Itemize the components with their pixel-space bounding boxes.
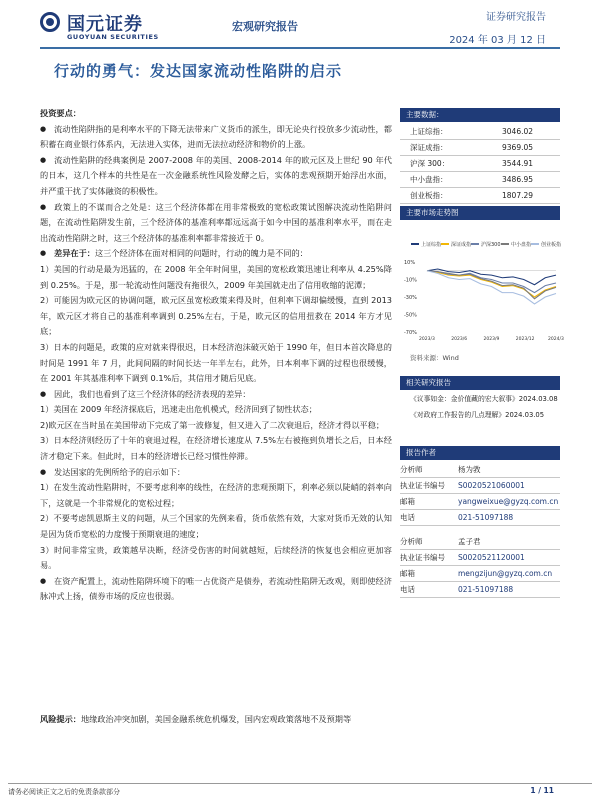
index-name: 创业板指： bbox=[410, 191, 448, 200]
market-data-row bbox=[410, 156, 560, 171]
paragraph-text: 差异在于：这三个经济体在面对相同的问题时，行动的魄力是不同的： bbox=[54, 248, 308, 259]
market-trend-chart bbox=[403, 232, 564, 342]
risk-text: 地缘政治冲突加剧，美国金融系统危机爆发，国内宏观政策落地不及预期等 bbox=[80, 714, 352, 724]
paragraph-text: 2）可能因为欧元区的协调问题，欧元区虽宽松政策来得及时，但利率下调却偏缓慢，直到 2013 年，欧元区才将自己的基准利率调到 0.25%左右，于是，欧元区的信用扭救在 2014 年方才见底； bbox=[40, 295, 392, 337]
related-report-2[interactable]: 《对政府工作报告的几点理解》2024.03.05 bbox=[410, 411, 545, 419]
analyst-cert-label: 执业证书编号 bbox=[400, 553, 445, 562]
analyst-phone-label: 电话 bbox=[400, 513, 415, 522]
sub-paragraph bbox=[40, 511, 392, 542]
analyst-phone-label: 电话 bbox=[400, 585, 415, 594]
bullet-paragraph bbox=[40, 122, 392, 153]
bullet-paragraph bbox=[40, 574, 392, 605]
analyst-name-label: 分析师 bbox=[400, 537, 423, 546]
paragraph-text: 政策上的不谋而合之处是：这三个经济体都在用非常极致的宽松政策试图解决流动性陷阱问题，在流动性陷阱发生前，三个经济体的基准利率都远远高于如今中国的基准利率水平，而在走出流动性陷阱之时，这三个经济体的基准利率都非常接近于 0。 bbox=[40, 201, 392, 243]
y-tick-label: -10% bbox=[404, 277, 417, 284]
bullet-paragraph bbox=[40, 387, 392, 403]
report-category: 证券研究报告 bbox=[486, 12, 546, 23]
main-data-header: 主要数据： bbox=[400, 108, 560, 122]
market-data-row bbox=[410, 140, 560, 155]
analyst-name-label: 分析师 bbox=[400, 465, 423, 474]
related-header: 相关研究报告 bbox=[400, 376, 560, 390]
x-tick-label: 2023/12 bbox=[515, 337, 535, 342]
footer-divider bbox=[8, 783, 592, 784]
series-line bbox=[427, 271, 556, 304]
legend-label: 中小盘指 bbox=[511, 242, 532, 248]
paragraph-text: 流动性陷阱的经典案例是 2007-2008 年的美国、2008-2014 年的欧元区及上世纪 90 年代的日本，这几个样本的共性是在一次金融系统性风险发酵之后，实体的悲观预期开始浮出水面，并严重干扰了实体融资的积极性。 bbox=[40, 154, 392, 196]
paragraph-text: 发达国家的先例所给予的启示如下： bbox=[54, 466, 186, 477]
bullet-icon: ● bbox=[40, 389, 47, 398]
paragraph-text: 3）日本的问题是，政策的应对就来得很迟，日本经济泡沫破灭始于 1990 年，但日本首次降息的时间是 1991 年 7 月，此间间隔的时间长达一年半左右，此外，日本利率下调的过程也很缓慢，在 2001 年其基准利率下调到 0.1%后，其信用才随后见底。 bbox=[40, 341, 392, 384]
market-data-row bbox=[410, 124, 560, 139]
analyst-phone-row bbox=[400, 582, 560, 597]
chart-header: 主要市场走势图 bbox=[400, 206, 560, 220]
index-name: 深证成指： bbox=[410, 143, 448, 152]
bullet-paragraph bbox=[40, 153, 392, 200]
analyst-email-label: 邮箱 bbox=[400, 569, 415, 578]
sub-paragraph bbox=[40, 433, 392, 464]
x-tick-label: 2023/9 bbox=[483, 337, 500, 342]
analyst-email-label: 邮箱 bbox=[400, 497, 415, 506]
y-tick-label: -70% bbox=[404, 330, 417, 336]
risk-warning bbox=[40, 712, 392, 728]
x-tick-label: 2023/3 bbox=[419, 337, 435, 342]
row-divider bbox=[400, 203, 560, 204]
bullet-paragraph bbox=[40, 465, 392, 481]
risk-label: 风险提示： bbox=[40, 714, 81, 724]
paragraph-text: 1）美国的行动是最为迅猛的，在 2008 年全年时间里，美国的宽松政策迅速让利率从 4.25%降到 0.25%。于是，那一轮流动性问题没有拖很久，2009 年美国就走出了信用收缩的泥潭； bbox=[40, 263, 392, 290]
market-data-row bbox=[410, 172, 560, 187]
sub-paragraph bbox=[40, 293, 392, 340]
analyst-name-row bbox=[400, 462, 560, 477]
x-tick-label: 2024/3 bbox=[548, 337, 564, 342]
sub-paragraph bbox=[40, 262, 392, 293]
bullet-paragraph bbox=[40, 200, 392, 247]
sub-paragraph bbox=[40, 543, 392, 574]
index-name: 沪深 300： bbox=[410, 159, 450, 168]
page-number: 1 / 11 bbox=[530, 786, 554, 795]
analyst-name-row bbox=[400, 534, 560, 549]
sub-paragraph bbox=[40, 480, 392, 511]
analyst-cert: S0020521060001 bbox=[458, 481, 525, 490]
row-divider bbox=[400, 525, 560, 526]
paragraph-text: 2）不要考虑凯恩斯主义的问题，从三个国家的先例来看，货币依然有效，大家对货币无效的认知是因为货币宽松的力度慢于预期衰退的速度； bbox=[40, 513, 392, 540]
header-divider bbox=[40, 47, 560, 49]
report-date: 2024 年 03 月 12 日 bbox=[449, 35, 546, 46]
analyst-cert-label: 执业证书编号 bbox=[400, 481, 445, 490]
x-tick-label: 2023/6 bbox=[451, 337, 468, 342]
analyst-phone-row bbox=[400, 510, 560, 525]
index-value: 1807.29 bbox=[502, 191, 534, 200]
bullet-icon: ● bbox=[40, 124, 47, 133]
index-value: 3046.02 bbox=[502, 127, 534, 136]
logo-subtext: GUOYUAN SECURITIES bbox=[67, 33, 159, 41]
footer-disclaimer: 请务必阅读正文之后的免责条款部分 bbox=[8, 788, 120, 796]
analyst-email[interactable]: yangweixue@gyzq.com.cn bbox=[458, 497, 559, 506]
row-divider bbox=[400, 597, 560, 598]
analyst-cert-row bbox=[400, 550, 560, 565]
page-title: 行动的勇气：发达国家流动性陷阱的启示 bbox=[54, 62, 343, 80]
index-value: 3486.95 bbox=[502, 175, 534, 184]
legend-label: 深证成指 bbox=[451, 242, 472, 248]
market-data-row bbox=[410, 188, 560, 203]
legend-label: 创业板指 bbox=[541, 242, 562, 248]
analyst-name: 孟子君 bbox=[458, 537, 481, 546]
chart-source: 资料来源：Wind bbox=[410, 354, 459, 362]
legend-label: 沪深300 bbox=[481, 242, 501, 248]
section-heading: 投资要点： bbox=[40, 108, 81, 118]
legend-label: 上证综指 bbox=[421, 242, 442, 248]
analyst-email-row bbox=[400, 494, 560, 509]
paragraph-text: 1）在发生流动性陷阱时，不要考虑利率的线性，在经济的悲观预期下，利率必须以陡峭的斜率向下，这就是一个非常规化的宽松过程； bbox=[40, 482, 392, 508]
analyst-phone: 021-51097188 bbox=[458, 513, 514, 522]
index-value: 9369.05 bbox=[502, 143, 534, 152]
paragraph-list bbox=[40, 122, 392, 605]
bullet-icon: ● bbox=[40, 202, 47, 211]
y-tick-label: -50% bbox=[404, 312, 417, 319]
y-tick-label: -30% bbox=[404, 295, 417, 301]
index-name: 中小盘指： bbox=[410, 175, 448, 184]
analyst-email[interactable]: mengzijun@gyzq.com.cn bbox=[458, 569, 553, 578]
main-content bbox=[40, 106, 392, 605]
analyst-cert: S0020521120001 bbox=[458, 553, 525, 562]
bullet-paragraph bbox=[40, 246, 392, 262]
index-name: 上证综指： bbox=[410, 127, 448, 136]
sub-paragraph bbox=[40, 402, 392, 418]
report-type: 宏观研究报告 bbox=[232, 20, 298, 33]
index-value: 3544.91 bbox=[502, 159, 534, 168]
paragraph-text: 3）时间非常宝贵，政策越早决断，经济受伤害的时间就越短，后续经济的恢复也会相应更加容易。 bbox=[40, 544, 392, 571]
related-report-1[interactable]: 《议事如金：金价值藏的宏大叙事》2024.03.08 bbox=[410, 395, 558, 403]
sub-paragraph bbox=[40, 418, 392, 434]
paragraph-text: 因此，我们也看到了这三个经济体的经济表现的差异： bbox=[54, 388, 251, 399]
sub-paragraph bbox=[40, 340, 392, 387]
paragraph-text: 流动性陷阱指的是利率水平的下降无法带来广义货币的派生，即无论央行投放多少流动性，都积蓄在商业银行体系内，无法进入实体，进而无法拉动经济和物价的上涨。 bbox=[40, 123, 392, 150]
paragraph-text: 2)欧元区在当时虽在美国带动下完成了第一波修复，但又进入了二次衰退后，经济才得以平稳； bbox=[40, 419, 385, 430]
y-tick-label: 10% bbox=[404, 260, 416, 266]
bullet-icon: ● bbox=[40, 576, 47, 585]
analyst-cert-row bbox=[400, 478, 560, 493]
analyst-name: 杨为敩 bbox=[458, 465, 481, 474]
bullet-icon: ● bbox=[40, 249, 47, 258]
paragraph-text: 1）美国在 2009 年经济探底后，迅速走出危机模式，经济回到了韧性状态； bbox=[40, 404, 317, 415]
paragraph-text: 在资产配置上，流动性陷阱环境下的唯一占优资产是债券，若流动性陷阱无改观，则即使经济脉冲式上扬，债券市场的反应也很弱。 bbox=[40, 575, 392, 602]
analyst-phone: 021-51097188 bbox=[458, 585, 514, 594]
logo-mark bbox=[40, 12, 60, 32]
paragraph-lead: 差异在于： bbox=[54, 248, 95, 259]
paragraph-text: 3）日本经济则经历了十年的衰退过程，在经济增长速度从 7.5%左右被拖到负增长之后，日本经济才稳定下来。但此时，日本的经济增长已经习惯性停滞。 bbox=[40, 435, 392, 462]
analyst-email-row bbox=[400, 566, 560, 581]
bullet-icon: ● bbox=[40, 467, 47, 476]
bullet-icon: ● bbox=[40, 155, 47, 164]
logo-text: 国元证券 bbox=[67, 14, 143, 35]
analyst-header: 报告作者 bbox=[400, 446, 560, 460]
